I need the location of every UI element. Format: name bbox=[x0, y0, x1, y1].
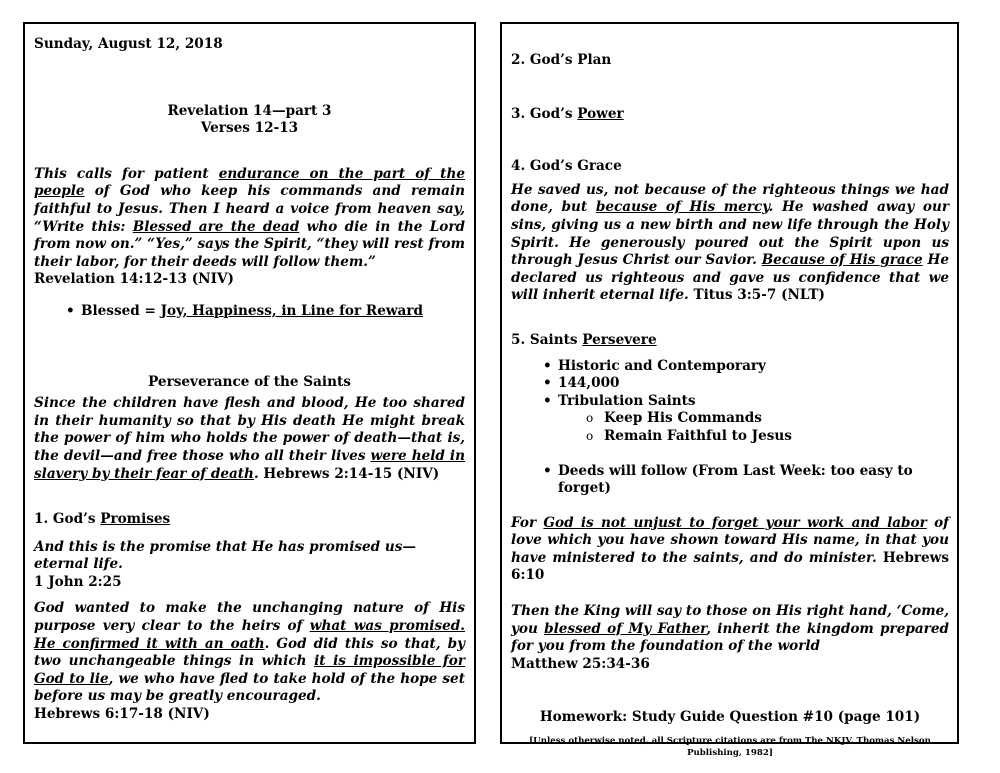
scripture-quote-hebrews-6-10: For God is not unjust to forget your work and labor of love which you have shown toward His name, in that you have ministered to the saints, and do minister. Hebrews 6:10 bbox=[511, 514, 949, 584]
citation: Hebrews 6:10 bbox=[511, 549, 949, 584]
left-panel bbox=[23, 22, 476, 744]
section-heading-plan: 2. God’s Plan bbox=[511, 52, 612, 68]
list-item: • Historic and Contemporary bbox=[543, 358, 949, 376]
citation: Hebrews 6:17-18 (NIV) bbox=[34, 706, 210, 723]
list-item: • Tribulation Saints o Keep His Commands o Remain Faithful to Jesus bbox=[543, 393, 949, 446]
citation: Matthew 25:34-36 bbox=[511, 655, 650, 672]
scripture-quote-matthew: Then the King will say to those on His right hand, ‘Come, you blessed of My Father, inherit the kingdom prepared for you from the foundation of the world Matthew 25:34-36 bbox=[511, 603, 950, 672]
scripture-quote-hebrews-2: Since the children have flesh and blood, He too shared in their humanity so that by His death He might break the power of him who holds the power of death—that is, the devil—and free those who all their lives were held in slavery by their fear of death. Hebrews 2:14-15 (NIV) bbox=[34, 395, 465, 482]
date: Sunday, August 12, 2018 bbox=[34, 36, 223, 52]
section-heading-grace: 4. God’s Grace bbox=[511, 158, 622, 175]
scripture-quote-hebrews-6: God wanted to make the unchanging nature of His purpose very clear to the heirs of what was promised. He confirmed it with an oath. God did this so that, by two unchangeable things in which it is impossible for God to lie, we who have fled to take hold of the hope set before us may be greatly encouraged. Hebrews 6:17-18 (NIV) bbox=[34, 600, 465, 723]
passage-title: Revelation 14—part 3 bbox=[167, 102, 332, 119]
section-heading-promises: 1. God’s Promises bbox=[34, 511, 171, 528]
deeds-list bbox=[511, 463, 949, 498]
scripture-quote-revelation: This calls for patient endurance on the part of the people of God who keep his commands and remain faithful to Jesus. Then I heard a voice from heaven say, “Write this: Blessed are the dead who die in the Lord from now on.” “Yes,” says the Spirit, “they will rest from their labor, for their deeds will follow them.” Revelation 14:12-13 (NIV) bbox=[34, 165, 465, 288]
citation: Hebrews 2:14-15 (NIV) bbox=[263, 465, 440, 482]
blessed-list bbox=[34, 303, 465, 321]
citation: Revelation 14:12-13 (NIV) bbox=[34, 271, 234, 288]
citation: 1 John 2:25 bbox=[34, 573, 122, 590]
tribulation-sub-list bbox=[558, 410, 949, 445]
passage-verses: Verses 12-13 bbox=[200, 120, 299, 137]
section-heading-persevere: 5. Saints Persevere bbox=[511, 331, 657, 348]
scripture-quote-1-john: And this is the promise that He has promised us—eternal life. 1 John 2:25 bbox=[34, 538, 417, 590]
section-heading-power: 3. God’s Power bbox=[511, 105, 624, 122]
list-item: • Blessed = Joy, Happiness, in Line for Reward bbox=[66, 303, 465, 321]
homework: Homework: Study Guide Question #10 (page 101) bbox=[539, 709, 921, 726]
sub-list-item: o Keep His Commands bbox=[586, 410, 949, 428]
list-item: • 144,000 bbox=[543, 375, 949, 393]
right-panel bbox=[500, 22, 959, 759]
sub-list-item: o Remain Faithful to Jesus bbox=[586, 428, 949, 446]
scripture-quote-titus: He saved us, not because of the righteous things we had done, but because of His mercy. He washed away our sins, giving us a new birth and new life through the Holy Spirit. He generously poured out the Spirit upon us through Jesus Christ our Savior. Because of His grace He declared us righteous and gave us confidence that we will inherit eternal life. Titus 3:5-7 (NLT) bbox=[511, 181, 949, 304]
citation: Titus 3:5-7 (NLT) bbox=[693, 287, 825, 304]
footnote: [Unless otherwise noted, all Scripture citations are from The NKJV, Thomas Nelson Publishing, 1982] bbox=[529, 736, 931, 759]
list-item: • Deeds will follow (From Last Week: too easy to forget) bbox=[543, 463, 949, 498]
saints-list bbox=[511, 358, 949, 446]
section-heading-perseverance: Perseverance of the Saints bbox=[148, 373, 351, 390]
